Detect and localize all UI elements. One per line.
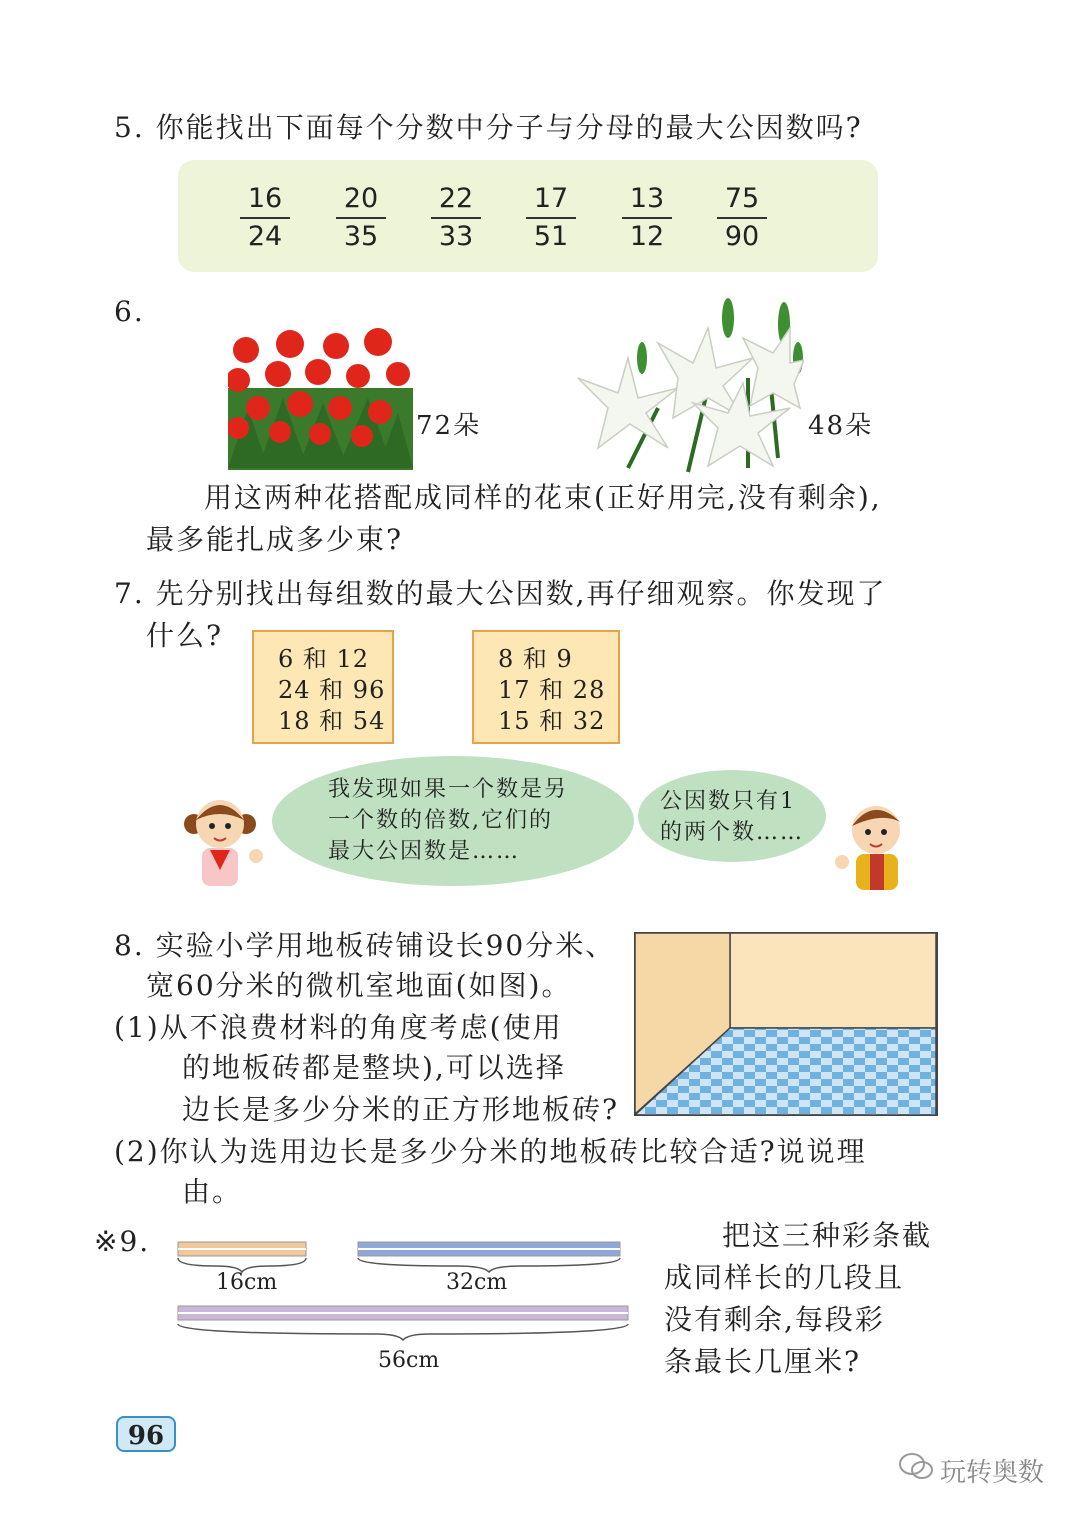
fraction: $\frac{75}{90}$ bbox=[717, 182, 767, 254]
rose-count: 72朵 bbox=[416, 411, 482, 441]
fraction: $\frac{22}{33}$ bbox=[431, 182, 481, 254]
roses-image bbox=[228, 328, 413, 470]
label-16cm: 16cm bbox=[216, 1270, 278, 1295]
question-8-part1-c: 边长是多少分米的正方形地板砖? bbox=[182, 1093, 620, 1126]
question-9-number: ※9. bbox=[94, 1225, 151, 1258]
pair: 17 和 28 bbox=[498, 676, 606, 704]
lilies-image bbox=[568, 298, 804, 474]
number-group-1 bbox=[252, 630, 394, 744]
watermark: 玩转奥数 bbox=[940, 1458, 1045, 1488]
boy-speech-bubble: 公因数只有1 的两个数…… bbox=[638, 770, 826, 862]
fraction-panel bbox=[178, 160, 878, 272]
question-8-line1: 8. 实验小学用地板砖铺设长90分米、 bbox=[114, 929, 616, 962]
question-8-part1-b: 的地板砖都是整块),可以选择 bbox=[182, 1051, 566, 1084]
strip-56 bbox=[178, 1306, 628, 1340]
question-9-line4: 条最长几厘米? bbox=[664, 1345, 862, 1378]
number-group-2 bbox=[472, 630, 620, 744]
label-56cm: 56cm bbox=[378, 1348, 440, 1373]
question-8-part2-a: (2)你认为选用边长是多少分米的地板砖比较合适?说说理 bbox=[114, 1135, 867, 1168]
girl-speech-bubble: 我发现如果一个数是另 一个数的倍数,它们的 最大公因数是…… bbox=[272, 756, 634, 886]
question-8-part2-b: 由。 bbox=[182, 1175, 243, 1208]
floor-diagram bbox=[634, 932, 938, 1116]
fraction: $\frac{13}{12}$ bbox=[622, 182, 672, 254]
lily-count: 48朵 bbox=[808, 411, 874, 441]
wechat-icon bbox=[898, 1450, 934, 1482]
label-32cm: 32cm bbox=[446, 1270, 508, 1295]
strip-16 bbox=[178, 1242, 306, 1272]
question-9-line3: 没有剩余,每段彩 bbox=[664, 1303, 885, 1336]
question-6-line1: 用这两种花搭配成同样的花束(正好用完,没有剩余), bbox=[204, 481, 882, 514]
question-8-part1-a: (1)从不浪费材料的角度考虑(使用 bbox=[114, 1011, 563, 1044]
question-7-line2: 什么? bbox=[146, 619, 224, 652]
fraction: $\frac{17}{51}$ bbox=[526, 182, 576, 254]
pair: 6 和 12 bbox=[278, 645, 370, 673]
girl-character bbox=[180, 790, 266, 886]
boy-character bbox=[826, 800, 912, 890]
pair: 24 和 96 bbox=[278, 676, 386, 704]
pair: 8 和 9 bbox=[498, 645, 573, 673]
question-6-number: 6. bbox=[114, 295, 145, 328]
question-7-line1: 7. 先分别找出每组数的最大公因数,再仔细观察。你发现了 bbox=[114, 577, 887, 610]
page-number: 96 bbox=[116, 1416, 176, 1452]
fraction: $\frac{20}{35}$ bbox=[336, 182, 386, 254]
pair: 15 和 32 bbox=[498, 707, 606, 735]
fraction: $\frac{16}{24}$ bbox=[240, 182, 290, 254]
question-8-line2: 宽60分米的微机室地面(如图)。 bbox=[146, 969, 572, 1002]
strip-32 bbox=[358, 1242, 620, 1272]
question-6-line2: 最多能扎成多少束? bbox=[146, 523, 404, 556]
pair: 18 和 54 bbox=[278, 707, 386, 735]
question-9-line1: 把这三种彩条截 bbox=[722, 1219, 933, 1252]
question-9-line2: 成同样长的几段且 bbox=[664, 1261, 905, 1294]
question-5: 5. 你能找出下面每个分数中分子与分母的最大公因数吗? bbox=[114, 111, 863, 144]
